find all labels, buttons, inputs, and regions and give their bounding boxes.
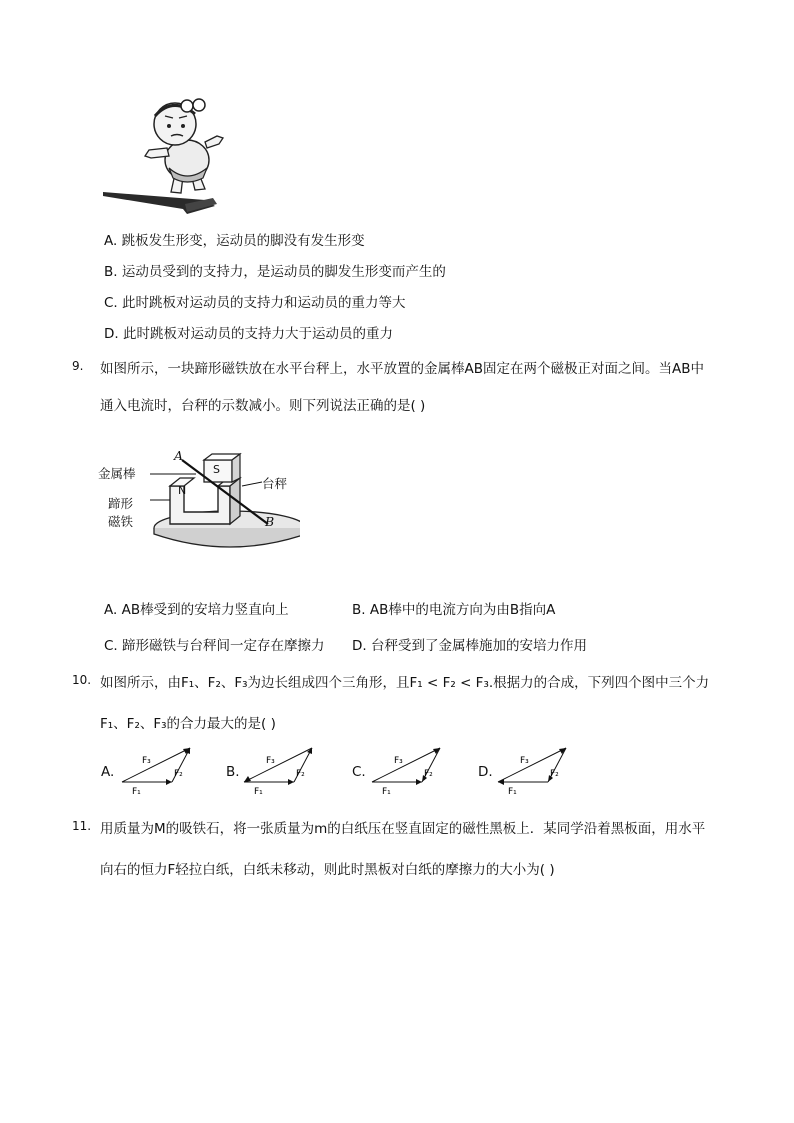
svg-text:F₁: F₁ xyxy=(508,787,517,797)
svg-text:F₃: F₃ xyxy=(394,756,403,766)
label-magnet-line1: 蹄形 xyxy=(108,496,134,511)
force-triangle-c xyxy=(368,744,448,798)
diver-illustration xyxy=(95,92,225,217)
svg-text:F₃: F₃ xyxy=(520,756,529,766)
q8-option-b[interactable]: B. 运动员受到的支持力，是运动员的脚发生形变而产生的 xyxy=(104,264,446,280)
q11-stem-line2: 向右的恒力F轻拉白纸，白纸未移动，则此时黑板对白纸的摩擦力的大小为( ) xyxy=(100,862,555,878)
svg-text:F₃: F₃ xyxy=(266,756,275,766)
force-triangle-b xyxy=(240,744,320,798)
q10-option-b[interactable]: B. xyxy=(226,764,240,780)
q8-option-a[interactable]: A. 跳板发生形变，运动员的脚没有发生形变 xyxy=(104,233,365,249)
svg-text:F₁: F₁ xyxy=(132,787,141,797)
label-point-b: B xyxy=(265,514,275,529)
svg-text:F₁: F₁ xyxy=(382,787,391,797)
svg-text:F₂: F₂ xyxy=(174,769,183,779)
svg-text:F₂: F₂ xyxy=(550,769,559,779)
q11-stem-line1: 用质量为M的吸铁石，将一张质量为m的白纸压在竖直固定的磁性黑板上．某同学沿着黑板面，用水平 xyxy=(100,821,706,837)
label-metal-rod: 金属棒 xyxy=(98,466,136,481)
label-scale: 台秤 xyxy=(262,476,288,491)
svg-text:F₃: F₃ xyxy=(142,756,151,766)
q10-number: 10. xyxy=(72,673,92,687)
svg-text:F₂: F₂ xyxy=(296,769,305,779)
q10-option-c[interactable]: C. xyxy=(352,764,366,780)
force-triangle-a xyxy=(118,744,198,798)
q9-number: 9. xyxy=(72,359,84,373)
q8-option-c[interactable]: C. 此时跳板对运动员的支持力和运动员的重力等大 xyxy=(104,295,406,311)
label-magnet-line2: 磁铁 xyxy=(108,514,134,529)
q9-option-b[interactable]: B. AB棒中的电流方向为由B指向A xyxy=(352,602,556,618)
label-s-pole: S xyxy=(213,463,220,476)
q9-stem-line2: 通入电流时，台秤的示数减小。则下列说法正确的是( ) xyxy=(100,398,426,414)
q9-option-d[interactable]: D. 台秤受到了金属棒施加的安培力作用 xyxy=(352,638,587,654)
q8-option-d[interactable]: D. 此时跳板对运动员的支持力大于运动员的重力 xyxy=(104,326,393,342)
q11-number: 11. xyxy=(72,819,92,833)
label-n-pole: N xyxy=(178,484,187,497)
q9-option-a[interactable]: A. AB棒受到的安培力竖直向上 xyxy=(104,602,289,618)
q10-option-a[interactable]: A. xyxy=(101,764,115,780)
q9-stem-line1: 如图所示，一块蹄形磁铁放在水平台秤上，水平放置的金属棒AB固定在两个磁极正对面之间。当AB中 xyxy=(100,361,704,377)
q10-stem-line2: F₁、F₂、F₃的合力最大的是( ) xyxy=(100,716,276,732)
q9-option-c[interactable]: C. 蹄形磁铁与台秤间一定存在摩擦力 xyxy=(104,638,325,654)
label-point-a: A xyxy=(174,448,184,463)
q10-stem-line1: 如图所示，由F₁、F₂、F₃为边长组成四个三角形，且F₁ < F₂ < F₃.根据力的合成，下列四个图中三个力 xyxy=(100,675,710,691)
svg-text:F₂: F₂ xyxy=(424,769,433,779)
force-triangle-d xyxy=(494,744,574,798)
svg-text:F₁: F₁ xyxy=(254,787,263,797)
q10-option-d[interactable]: D. xyxy=(478,764,493,780)
